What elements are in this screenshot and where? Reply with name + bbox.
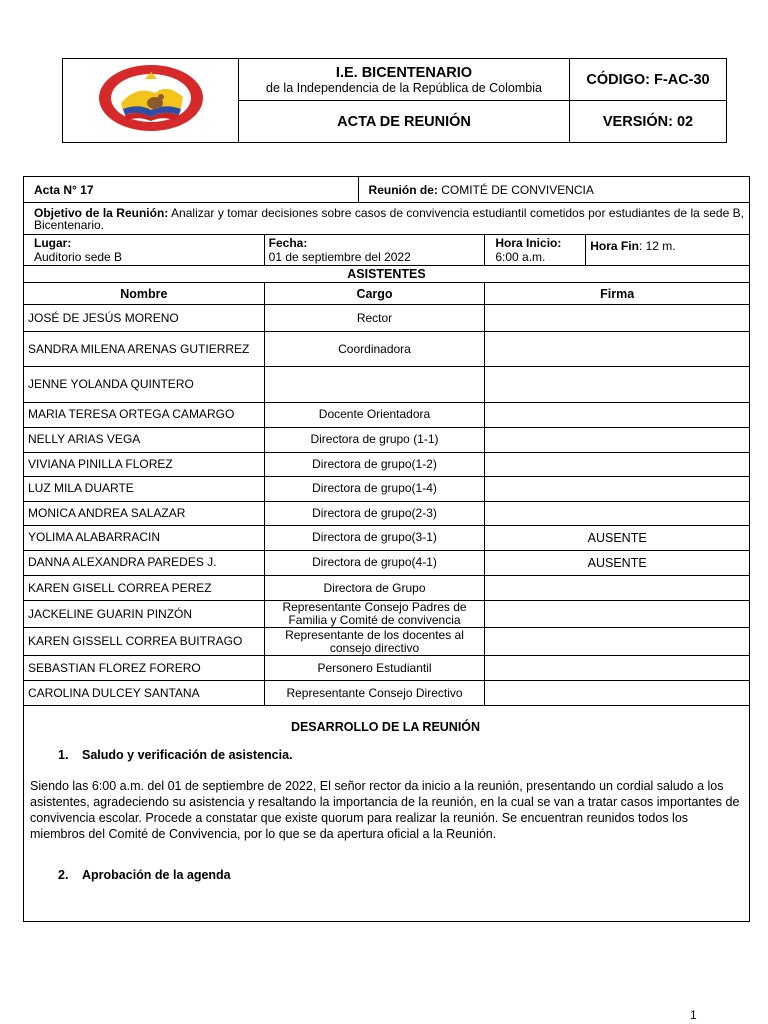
attendee-signature: AUSENTE: [485, 550, 750, 575]
end-time-label: Hora Fin: [590, 239, 639, 254]
agenda-item-number: 2.: [58, 868, 69, 883]
attendee-role: Directora de grupo(1-4): [264, 476, 485, 501]
attendee-name: SANDRA MILENA ARENAS GUTIERREZ: [24, 332, 265, 367]
document-code: CÓDIGO: F-AC-30: [570, 59, 727, 101]
attendee-signature: [485, 452, 750, 476]
attendee-name: VIVIANA PINILLA FLOREZ: [24, 452, 265, 476]
table-row: [24, 681, 750, 706]
agenda-item-label: Aprobación de la agenda: [82, 868, 231, 883]
table-row: [24, 628, 750, 656]
attendee-signature: [485, 681, 750, 706]
attendee-name: LUZ MILA DUARTE: [24, 476, 265, 501]
meeting-objective: [24, 203, 750, 235]
place-value: Auditorio sede B: [34, 249, 123, 264]
end-time-cell: [586, 235, 750, 266]
development-section: [24, 706, 750, 922]
table-row: [24, 305, 750, 332]
attendee-role: Directora de grupo (1-1): [264, 427, 485, 452]
meeting-label: Reunión de:: [368, 182, 438, 197]
attendee-name: MARIA TERESA ORTEGA CAMARGO: [24, 402, 265, 427]
attendee-signature: [485, 402, 750, 427]
attendee-name: NELLY ARIAS VEGA: [24, 427, 265, 452]
col-name-header: Nombre: [24, 283, 265, 305]
document-title: ACTA DE REUNIÓN: [239, 101, 570, 143]
attendee-role: Representante Consejo Directivo: [264, 681, 485, 706]
table-row: [24, 525, 750, 550]
meeting-value: COMITÉ DE CONVIVENCIA: [441, 182, 594, 197]
acta-number: Acta N° 17: [24, 177, 359, 203]
attendee-signature: [485, 427, 750, 452]
header-table: [62, 58, 727, 143]
start-time-cell: [485, 235, 586, 266]
institution-cell: [239, 59, 570, 101]
attendee-signature: [485, 501, 750, 525]
attendee-signature: AUSENTE: [485, 525, 750, 550]
col-role-header: Cargo: [264, 283, 485, 305]
attendee-signature: [485, 601, 750, 628]
attendee-signature: [485, 628, 750, 656]
end-time-value: : 12 m.: [638, 239, 676, 254]
table-row: [24, 427, 750, 452]
objective-text: Analizar y tomar decisiones sobre casos de convivencia estudiantil cometidos por estudiantes de la sede B, Bicentenario.: [34, 205, 745, 232]
agenda-item-label: Saludo y verificación de asistencia.: [82, 748, 293, 763]
document-version: VERSIÓN: 02: [570, 101, 727, 143]
attendee-name: MONICA ANDREA SALAZAR: [24, 501, 265, 525]
attendee-signature: [485, 367, 750, 402]
objective-label: Objetivo de la Reunión:: [34, 205, 169, 220]
date-value: 01 de septiembre del 2022: [268, 249, 411, 264]
table-row: [24, 367, 750, 402]
table-row: [24, 332, 750, 367]
attendee-signature: [485, 305, 750, 332]
place-cell: [24, 235, 265, 266]
attendee-name: JENNE YOLANDA QUINTERO: [24, 367, 265, 402]
development-title: DESARROLLO DE LA REUNIÓN: [290, 720, 481, 735]
col-sign-header: Firma: [485, 283, 750, 305]
date-cell: [264, 235, 485, 266]
attendees-title: ASISTENTES: [24, 266, 750, 283]
table-row: [24, 501, 750, 525]
minutes-table: [23, 176, 750, 922]
attendee-role: Directora de grupo(3-1): [264, 525, 485, 550]
institution-subtitle: de la Independencia de la República de Colombia: [266, 80, 542, 95]
institution-name: I.E. BICENTENARIO: [335, 64, 473, 81]
table-row: [24, 575, 750, 600]
attendee-name: JACKELINE GUARIN PINZÓN: [24, 601, 265, 628]
table-row: [24, 601, 750, 628]
agenda-item-greeting: [58, 748, 741, 762]
table-row: [24, 452, 750, 476]
logo-cell: [63, 59, 239, 143]
attendee-name: KAREN GISSELL CORREA BUITRAGO: [24, 628, 265, 656]
attendee-role: [264, 367, 485, 402]
attendee-role: Directora de grupo(1-2): [264, 452, 485, 476]
attendee-role: Rector: [264, 305, 485, 332]
date-label: Fecha:: [268, 235, 308, 250]
attendee-signature: [485, 332, 750, 367]
attendee-role: Representante Consejo Padres de Familia y Comité de convivencia: [264, 601, 485, 628]
meeting-type: [358, 177, 749, 203]
table-row: [24, 550, 750, 575]
attendee-signature: [485, 476, 750, 501]
attendee-name: SEBASTIAN FLOREZ FORERO: [24, 656, 265, 681]
start-time-label: Hora Inicio:: [495, 235, 562, 250]
development-paragraph: Siendo las 6:00 a.m. del 01 de septiembre de 2022, El señor rector da inicio a la reunión, presentando un cordial saludo a los asistentes, agradeciendo su asistencia y resaltando la importancia de la reunión, en la cual se van a tratar casos importantes de convivencia escolar. Procede a constatar que existe quorum para realizar la reunión. Se encuentran reunidos todos los miembros del Comité de Convivencia, por lo que se da apertura oficial a la Reunión.: [30, 779, 740, 842]
agenda-item-approval: [58, 868, 741, 882]
attendee-role: Directora de grupo(2-3): [264, 501, 485, 525]
attendee-name: KAREN GISELL CORREA PEREZ: [24, 575, 265, 600]
agenda-item-number: 1.: [58, 748, 69, 763]
table-row: [24, 402, 750, 427]
attendee-name: DANNA ALEXANDRA PAREDES J.: [24, 550, 265, 575]
attendee-role: Directora de grupo(4-1): [264, 550, 485, 575]
page-number: 1: [690, 1008, 697, 1022]
school-seal-logo: [97, 63, 205, 133]
attendee-signature: [485, 575, 750, 600]
attendee-role: Directora de Grupo: [264, 575, 485, 600]
table-row: [24, 476, 750, 501]
start-time-value: 6:00 a.m.: [495, 249, 546, 264]
attendee-role: Personero Estudiantil: [264, 656, 485, 681]
attendee-role: Docente Orientadora: [264, 402, 485, 427]
attendee-name: JOSÉ DE JESÚS MORENO: [24, 305, 265, 332]
attendee-signature: [485, 656, 750, 681]
attendee-name: YOLIMA ALABARRACIN: [24, 525, 265, 550]
attendee-name: CAROLINA DULCEY SANTANA: [24, 681, 265, 706]
table-row: [24, 656, 750, 681]
attendee-role: Coordinadora: [264, 332, 485, 367]
place-label: Lugar:: [34, 235, 72, 250]
attendee-role: Representante de los docentes al consejo directivo: [264, 628, 485, 656]
